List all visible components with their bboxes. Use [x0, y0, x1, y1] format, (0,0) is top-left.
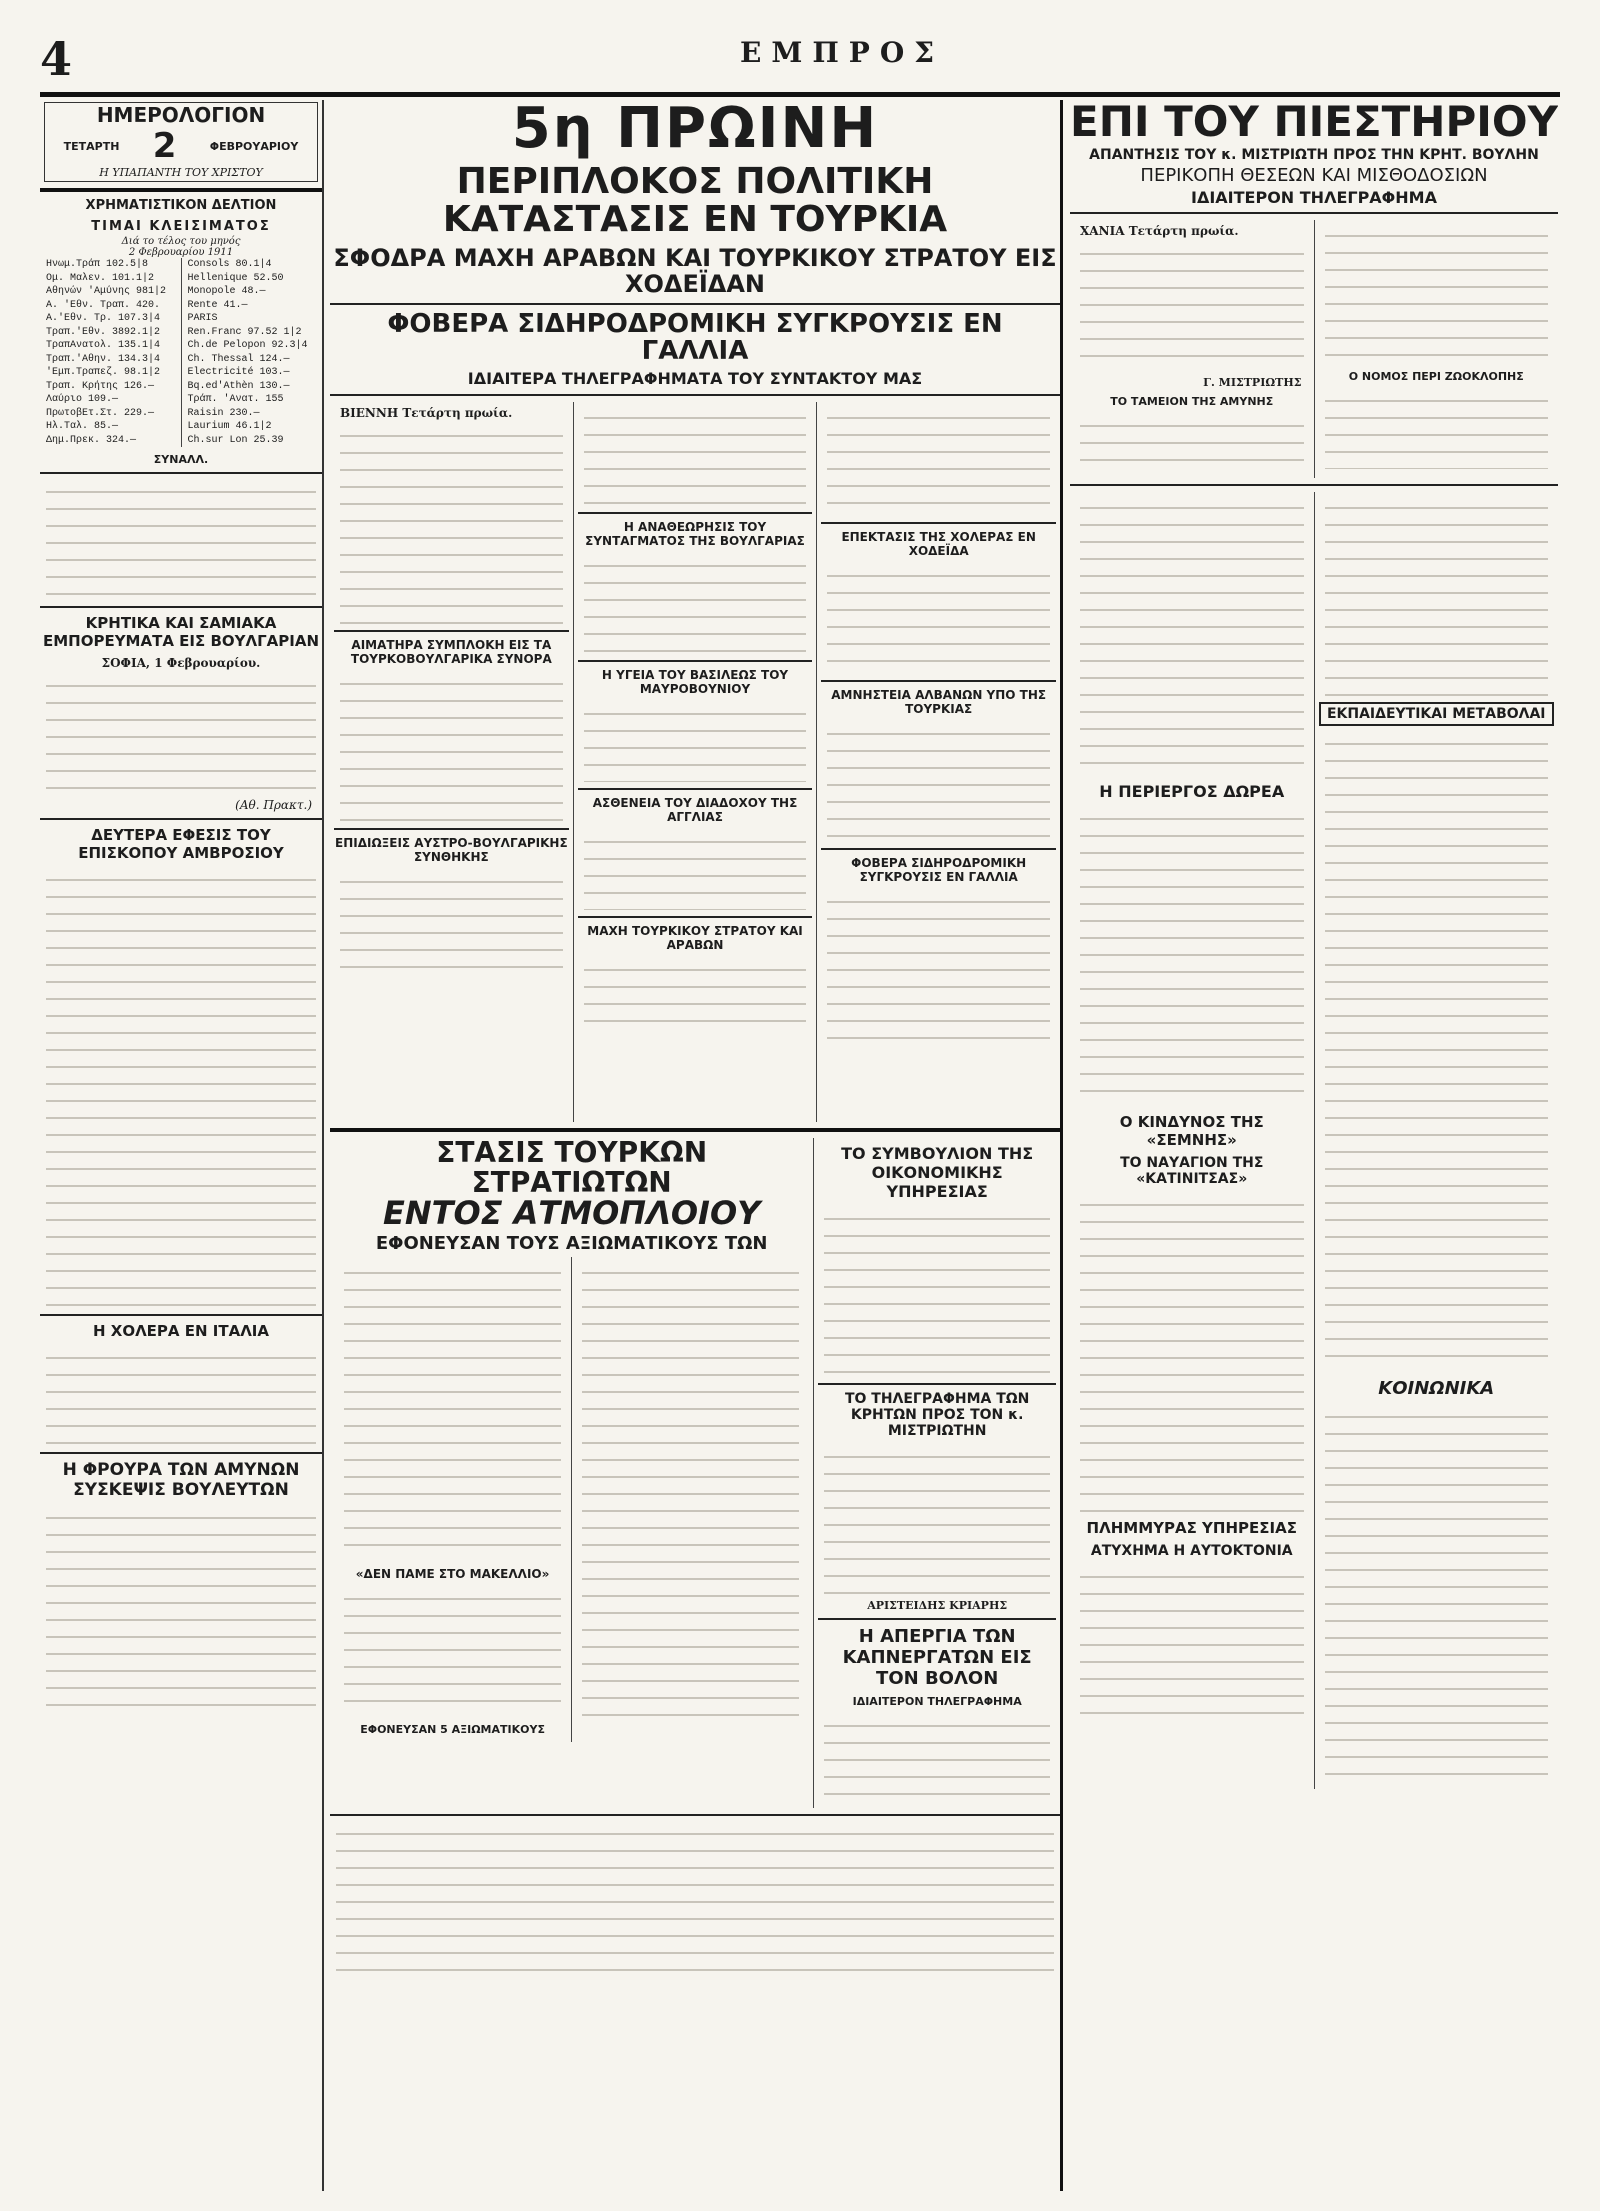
stock-row: Laurium 46.1|2	[187, 421, 272, 432]
front-subheadline: ΙΔΙΑΙΤΕΡΑ ΤΗΛΕΓΡΑΦΗΜΑΤΑ ΤΟΥ ΣΥΝΤΑΚΤΟΥ ΜΑΣ	[467, 369, 923, 389]
stock-row: Raisin 230.—	[187, 407, 260, 419]
masthead	[40, 22, 1560, 97]
center-column	[330, 100, 1063, 2191]
article-body	[827, 890, 1050, 1040]
stock-row: Α.'Εθν. Τρ. 107.3|4	[46, 313, 161, 324]
dateline: ΧΑΝΙΑ Τετάρτη πρωία.	[1080, 224, 1239, 239]
stock-row: Rente 41.—	[187, 299, 248, 311]
stock-row: Δημ.Πρεκ. 324.—	[46, 434, 137, 446]
front-subheadline: ΣΦΟΔΡΑ ΜΑΧΗ ΑΡΑΒΩΝ ΚΑΙ ΤΟΥΡΚΙΚΟΥ ΣΤΡΑΤΟΥ ΕΙΣ ΧΟΔΕΪΔΑΝ	[333, 244, 1057, 298]
stock-row: Ηλ.Ταλ. 85.—	[46, 421, 119, 432]
stock-row: Bq.ed'Athèn 130.—	[187, 380, 290, 392]
section-head: ΤΟ ΣΥΜΒΟΥΛΙΟΝ ΤΗΣ ΟΙΚΟΝΟΜΙΚΗΣ ΥΠΗΡΕΣΙΑΣ	[841, 1144, 1034, 1202]
article-body	[584, 830, 807, 910]
stock-row: Ren.Franc 97.52 1|2	[187, 326, 302, 338]
article-body	[1325, 732, 1549, 1372]
section-head: ΕΚΠΑΙΔΕΥΤΙΚΑΙ ΜΕΤΑΒΟΛΑΙ	[1319, 702, 1555, 726]
article-body	[46, 1506, 316, 1706]
section-subhead: ΙΔΙΑΙΤΕΡΟΝ ΤΗΛΕΓΡΑΦΗΜΑ	[852, 1695, 1022, 1709]
edition-title: 5η ΠΡΩΙΝΗ	[511, 100, 879, 161]
article-body	[1325, 1405, 1549, 1785]
article-body	[340, 424, 563, 624]
section-head: ΕΠΕΚΤΑΣΙΣ ΤΗΣ ΧΟΛΕΡΑΣ ΕΝ ΧΟΔΕΪΔΑ	[841, 530, 1036, 559]
section-head: Η ΑΠΕΡΓΙΑ ΤΩΝ ΚΑΠΝΕΡΓΑΤΩΝ ΕΙΣ ΤΟΝ ΒΟΛΟΝ	[842, 1626, 1032, 1690]
section-head: ΑΣΘΕΝΕΙΑ ΤΟΥ ΔΙΑΔΟΧΟΥ ΤΗΣ ΑΓΓΛΙΑΣ	[592, 796, 798, 825]
right-subheadline: ΑΠΑΝΤΗΣΙΣ ΤΟΥ κ. ΜΙΣΤΡΙΩΤΗ ΠΡΟΣ ΤΗΝ ΚΡΗΤ. ΒΟΥΛΗΝ	[1089, 147, 1539, 164]
right-subheadline: ΠΕΡΙΚΟΠΗ ΘΕΣΕΩΝ ΚΑΙ ΜΙΣΘΟΔΟΣΙΩΝ	[1140, 164, 1488, 186]
page-number: 4	[40, 32, 73, 86]
section-subhead: ΑΤΥΧΗΜΑ Η ΑΥΤΟΚΤΟΝΙΑ	[1090, 1543, 1293, 1560]
calendar-weekday: ΤΕΤΑΡΤΗ	[63, 139, 120, 153]
article-body	[1080, 242, 1304, 372]
section-head: Η ΑΝΑΘΕΩΡΗΣΙΣ ΤΟΥ ΣΥΝΤΑΓΜΑΤΟΣ ΤΗΣ ΒΟΥΛΓΑΡΙΑΣ	[585, 520, 805, 549]
article-body	[46, 480, 316, 600]
stock-row: Ch. Thessal 124.—	[187, 353, 290, 365]
article-body	[1080, 414, 1304, 474]
article-body	[827, 564, 1050, 674]
section-subhead: ΤΟ ΝΑΥΑΓΙΟΝ ΤΗΣ «ΚΑΤΙΝΙΤΣΑΣ»	[1120, 1155, 1264, 1188]
article-body	[1325, 389, 1549, 469]
stock-row: Α. 'Εθν. Τραπ. 420.	[46, 299, 161, 311]
article-credit: (Αθ. Πρακτ.)	[235, 798, 312, 812]
front-subheadline: ΦΟΒΕΡΑ ΣΙΔΗΡΟΔΡΟΜΙΚΗ ΣΥΓΚΡΟΥΣΙΣ ΕΝ ΓΑΛΛΙΑ	[387, 308, 1003, 367]
article-body	[1325, 496, 1549, 696]
section-head: ΤΟ ΤΑΜΕΙΟΝ ΤΗΣ ΑΜΥΝΗΣ	[1110, 395, 1274, 409]
paper-name: ΕΜΠΡΟΣ	[740, 36, 945, 69]
exchange-table	[40, 258, 322, 447]
exchange-date: 2 Φεβρουαρίου 1911	[128, 247, 234, 258]
dateline: ΒΙΕΝΝΗ Τετάρτη πρωία.	[340, 406, 513, 421]
stock-row: ΠρωτοβΕτ.Στ. 229.—	[46, 407, 155, 419]
signature: Γ. ΜΙΣΤΡΙΩΤΗΣ	[1203, 376, 1302, 390]
stock-row: Ομ. Μαλεν. 101.1|2	[46, 272, 155, 284]
stock-row: Ch.sur Lon 25.39	[187, 434, 284, 446]
small-head: ΕΦΟΝΕΥΣΑΝ 5 ΑΞΙΩΜΑΤΙΚΟΥΣ	[360, 1723, 545, 1737]
stock-row: ΤραπΑνατολ. 135.1|4	[46, 340, 161, 351]
stock-row: Τράπ. 'Ανατ. 155	[187, 394, 284, 405]
article-headline: ΔΕΥΤΕΡΑ ΕΦΕΣΙΣ ΤΟΥ ΕΠΙΣΚΟΠΟΥ ΑΜΒΡΟΣΙΟΥ	[78, 826, 284, 862]
article-headline: ΚΡΗΤΙΚΑ ΚΑΙ ΣΑΜΙΑΚΑ ΕΜΠΟΡΕΥΜΑΤΑ ΕΙΣ ΒΟΥΛΓΑΡΙΑΝ	[42, 614, 320, 650]
calendar-title: ΗΜΕΡΟΛΟΓΙΟΝ	[96, 103, 266, 127]
stock-row: PARIS	[187, 313, 218, 324]
article-body	[584, 554, 807, 654]
stock-row: Consols 80.1|4	[187, 259, 272, 270]
article-body	[824, 1207, 1050, 1377]
section-head: ΑΜΝΗΣΤΕΙΑ ΑΛΒΑΝΩΝ ΥΠΟ ΤΗΣ ΤΟΥΡΚΙΑΣ	[831, 688, 1047, 717]
article-headline: Η ΦΡΟΥΡΑ ΤΩΝ ΑΜΥΝΩΝ ΣΥΣΚΕΨΙΣ ΒΟΥΛΕΥΤΩΝ	[62, 1460, 300, 1500]
section-head: ΑΙΜΑΤΗΡΑ ΣΥΜΠΛΟΚΗ ΕΙΣ ΤΑ ΤΟΥΡΚΟΒΟΥΛΓΑΡΙΚΑ ΣΥΝΟΡΑ	[350, 638, 552, 667]
article-body	[1325, 224, 1549, 364]
article-body	[827, 406, 1050, 516]
article-body	[46, 868, 316, 1308]
stock-row: Λαύριο 109.—	[46, 394, 119, 405]
article-body	[824, 1445, 1050, 1595]
right-headline: ΕΠΙ ΤΟΥ ΠΙΕΣΤΗΡΙΟΥ	[1070, 100, 1558, 146]
calendar-feast: Η ΥΠΑΠΑΝΤΗ ΤΟΥ ΧΡΙΣΤΟΥ	[99, 166, 263, 179]
stock-row: Αθηνών 'Αμύνης 981|2	[46, 286, 167, 297]
article-body	[340, 672, 563, 822]
stock-row: Ηνωμ.Τράπ 102.5|8	[46, 259, 149, 270]
stock-row: Hellenique 52.50	[187, 272, 284, 284]
calendar-box	[44, 102, 318, 182]
calendar-day: 2	[152, 126, 177, 166]
section-head: Ο ΝΟΜΟΣ ΠΕΡΙ ΖΩΟΚΛΟΠΗΣ	[1348, 370, 1524, 384]
article-body	[1080, 1565, 1304, 1725]
article-body	[340, 870, 563, 980]
stock-row: 'Εμπ.Τραπεζ. 98.1|2	[46, 367, 161, 378]
stock-row: Τραπ.'Αθην. 134.3|4	[46, 353, 161, 365]
section-head: ΜΑΧΗ ΤΟΥΡΚΙΚΟΥ ΣΤΡΑΤΟΥ ΚΑΙ ΑΡΑΒΩΝ	[587, 924, 803, 953]
article-body	[827, 722, 1050, 842]
news-columns	[330, 402, 1060, 1122]
article-body	[46, 1346, 316, 1446]
article-body	[584, 406, 807, 506]
section-head: Η ΠΕΡΙΕΡΓΟΣ ΔΩΡΕΑ	[1099, 782, 1285, 802]
quote-head: «ΔΕΝ ΠΑΜΕ ΣΤΟ ΜΑΚΕΛΛΙΟ»	[355, 1567, 550, 1582]
stock-row: Τραπ.'Εθν. 3892.1|2	[46, 326, 161, 338]
stock-row: Monopole 48.—	[187, 286, 266, 297]
section-head: Ο ΚΙΝΔΥΝΟΣ ΤΗΣ «ΣΕΜΝΗΣ»	[1119, 1113, 1264, 1150]
lower-subheadline: ΕΦΟΝΕΥΣΑΝ ΤΟΥΣ ΑΞΙΩΜΑΤΙΚΟΥΣ ΤΩΝ	[375, 1232, 768, 1254]
article-body	[1080, 807, 1304, 1107]
article-body	[584, 958, 807, 1028]
section-head: ΚΟΙΝΩΝΙΚΑ	[1378, 1378, 1495, 1400]
lower-section	[330, 1138, 1060, 1808]
exchange-note: Διά το τέλος του μηνός	[121, 236, 241, 247]
article-headline: Η ΧΟΛΕΡΑ ΕΝ ΙΤΑΛΙΑ	[92, 1322, 269, 1340]
exchange-title: ΧΡΗΜΑΤΙΣΤΙΚΟΝ ΔΕΛΤΙΟΝ	[85, 198, 277, 213]
article-body	[1080, 496, 1304, 776]
lower-headline: ΣΤΑΣΙΣ ΤΟΥΡΚΩΝ ΣΤΡΑΤΙΩΤΩΝ	[436, 1136, 708, 1199]
right-subheadline: ΙΔΙΑΙΤΕΡΟΝ ΤΗΛΕΓΡΑΦΗΜΑ	[1191, 187, 1437, 207]
section-head: ΦΟΒΕΡΑ ΣΙΔΗΡΟΔΡΟΜΙΚΗ ΣΥΓΚΡΟΥΣΙΣ ΕΝ ΓΑΛΛΙΑ	[851, 856, 1027, 885]
right-column	[1070, 100, 1558, 2191]
front-headline: ΠΕΡΙΠΛΟΚΟΣ ΠΟΛΙΤΙΚΗ ΚΑΤΑΣΤΑΣΙΣ ΕΝ ΤΟΥΡΚΙΑ	[442, 160, 948, 240]
section-head: ΠΛΗΜΜΥΡΑΣ ΥΠΗΡΕΣΙΑΣ	[1086, 1519, 1297, 1538]
article-body	[824, 1714, 1050, 1804]
article-body	[344, 1587, 561, 1717]
section-head: ΕΠΙΔΙΩΞΕΙΣ ΑΥΣΤΡΟ-ΒΟΥΛΓΑΡΙΚΗΣ ΣΥΝΘΗΚΗΣ	[335, 836, 568, 865]
section-head: Η ΥΓΕΙΑ ΤΟΥ ΒΑΣΙΛΕΩΣ ΤΟΥ ΜΑΥΡΟΒΟΥΝΙΟΥ	[601, 668, 789, 697]
left-column	[40, 100, 324, 2191]
exchange-subtitle: ΤΙΜΑΙ ΚΛΕΙΣΙΜΑΤΟΣ	[91, 219, 271, 234]
article-body	[46, 674, 316, 794]
stock-row: Τραπ. Κρήτης 126.—	[46, 380, 155, 392]
article-body	[1080, 1193, 1304, 1513]
lower-headline-2: ΕΝΤΟΣ ΑΤΜΟΠΛΟΙΟΥ	[382, 1193, 761, 1232]
signature: ΑΡΙΣΤΕΙΔΗΣ ΚΡΙΑΡΗΣ	[867, 1599, 1008, 1613]
article-body	[344, 1261, 561, 1561]
calendar-month: ΦΕΒΡΟΥΑΡΙΟΥ	[209, 139, 299, 153]
article-dateline: ΣΟΦΙΑ, 1 Φεβρουαρίου.	[101, 656, 261, 670]
article-body	[336, 1822, 1054, 1972]
stock-row: Electricité 103.—	[187, 367, 290, 378]
article-body	[582, 1261, 799, 1731]
section-head: ΤΟ ΤΗΛΕΓΡΑΦΗΜΑ ΤΩΝ ΚΡΗΤΩΝ ΠΡΟΣ ΤΟΝ κ. ΜΙΣΤΡΙΩΤΗΝ	[844, 1391, 1030, 1440]
stock-row: Ch.de Pelopon 92.3|4	[187, 340, 308, 351]
exchange-subhead: ΣΥΝΑΛΛ.	[153, 453, 209, 466]
article-body	[584, 702, 807, 782]
